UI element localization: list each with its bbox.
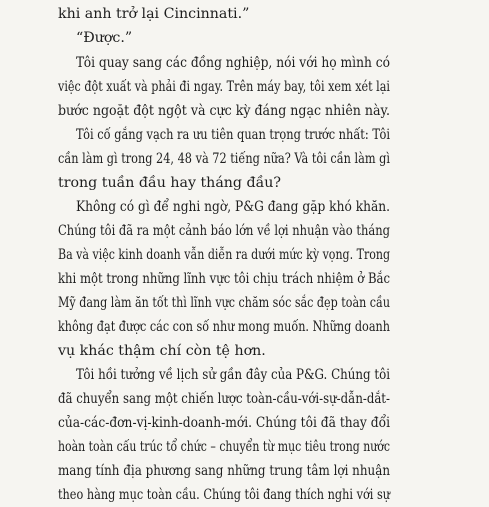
text-line: “Được.” xyxy=(76,30,133,46)
text-line: khi một trong những lĩnh vực tôi chịu trách nhiệm ở Bắc xyxy=(58,271,391,287)
text-line: theo hàng mục toàn cầu. Chúng tôi đang thích nghi với sự xyxy=(58,487,391,503)
text-line: Không có gì để nghi ngờ, P&G đang gặp khó khăn. xyxy=(76,199,390,215)
text-line: của-các-đơn-vị-kinh-doanh-mới. Chúng tôi đã thay đổi xyxy=(58,415,390,431)
text-line: hoàn toàn cấu trúc tổ chức – chuyển từ mục tiêu trong nước xyxy=(58,439,390,455)
text-line: bước ngoặt đột ngột và cực kỳ đáng ngạc nhiên này. xyxy=(58,103,391,119)
text-line: Tôi cố gắng vạch ra ưu tiên quan trọng trước nhất: Tôi xyxy=(76,127,390,143)
text-line: cần làm gì trong 24, 48 và 72 tiếng nữa? Và tôi cần làm gì xyxy=(58,151,391,167)
text-line: Tôi quay sang các đồng nghiệp, nói với họ mình có xyxy=(76,55,390,71)
text-line: đã chuyển sang một chiến lược toàn-cầu-với-sự-dẫn-dắt- xyxy=(58,391,390,407)
text-line: việc đột xuất và phải đi ngay. Trên máy bay, tôi xem xét lại xyxy=(58,79,390,95)
text-line: Mỹ đang làm ăn tốt thì lĩnh vực chăm sóc sắc đẹp toàn cầu xyxy=(58,295,390,311)
text-line: không đạt được các con số như mong muốn. Những doanh xyxy=(58,319,390,335)
text-line: mang tính địa phương sang những trung tâm lợi nhuận xyxy=(58,463,391,479)
text-line: khi anh trở lại Cincinnati.” xyxy=(58,6,250,22)
text-line: Tôi hồi tưởng về lịch sử gần đây của P&G. Chúng tôi xyxy=(76,367,390,383)
text-line: trong tuần đầu hay tháng đầu? xyxy=(58,175,282,191)
text-line: vụ khác thậm chí còn tệ hơn. xyxy=(58,343,266,359)
text-line: Chúng tôi đã ra một cảnh báo lớn về lợi nhuận vào tháng xyxy=(58,223,390,239)
text-line: Ba và việc kinh doanh vẫn diễn ra dưới mức kỳ vọng. Trong xyxy=(58,247,391,263)
